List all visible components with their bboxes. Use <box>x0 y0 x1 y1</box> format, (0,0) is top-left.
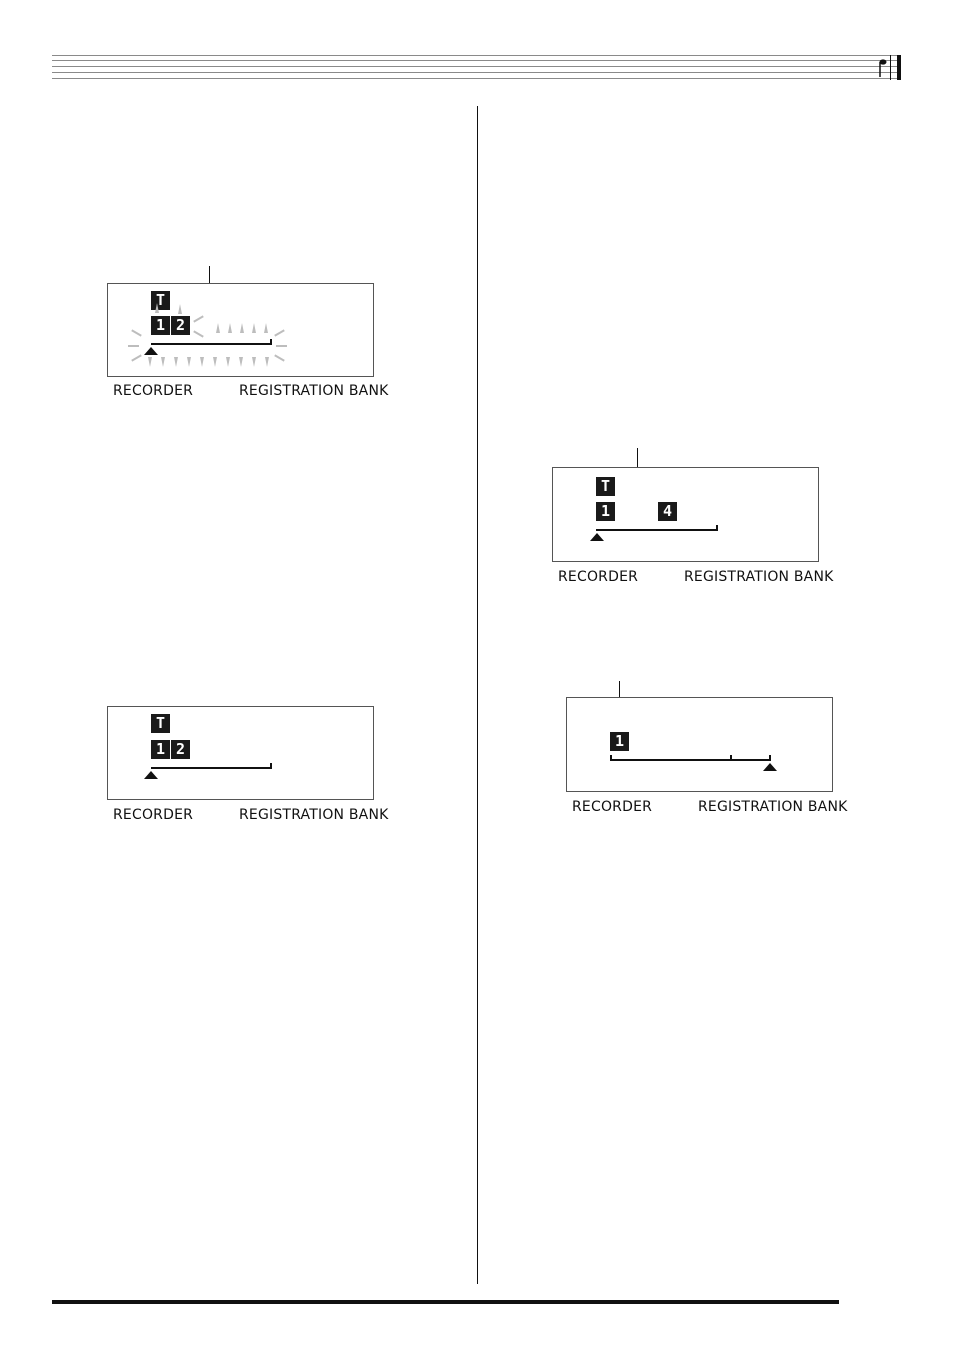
track-indicator: T <box>596 477 615 496</box>
blink-mark <box>187 357 191 367</box>
progress-bar <box>151 343 271 345</box>
staff-line <box>52 55 900 56</box>
position-marker-icon <box>763 763 777 771</box>
track-number-1: 1 <box>151 316 170 335</box>
recorder-label: RECORDER <box>558 569 639 585</box>
progress-bar <box>151 767 271 769</box>
blink-mark <box>265 357 269 367</box>
blink-mark <box>155 303 159 313</box>
registration-bank-label: REGISTRATION BANK <box>684 569 834 585</box>
position-marker-icon <box>590 533 604 541</box>
blink-mark <box>174 357 178 367</box>
recorder-label: RECORDER <box>113 383 194 399</box>
music-note-icon <box>877 56 891 78</box>
registration-bank-label: REGISTRATION BANK <box>239 807 389 823</box>
track-number-2: 2 <box>171 316 190 335</box>
recorder-label: RECORDER <box>572 799 653 815</box>
blink-mark <box>200 357 204 367</box>
lcd-panel <box>566 697 833 792</box>
blink-mark <box>228 323 232 333</box>
track-number-1: 1 <box>151 740 170 759</box>
blink-mark <box>226 357 230 367</box>
staff-line <box>52 66 900 67</box>
progress-bar-end <box>270 339 272 345</box>
blink-mark <box>240 323 244 333</box>
track-indicator: T <box>151 291 170 310</box>
position-marker-icon <box>144 771 158 779</box>
footer-rule <box>52 1300 839 1304</box>
progress-bar <box>610 759 770 761</box>
lcd-panel <box>552 467 819 562</box>
staff-line <box>52 60 900 61</box>
registration-bank-label: REGISTRATION BANK <box>239 383 389 399</box>
position-marker-icon <box>144 347 158 355</box>
blink-mark <box>161 357 165 367</box>
track-number-4: 4 <box>658 502 677 521</box>
blink-mark <box>213 357 217 367</box>
track-number-1: 1 <box>610 732 629 751</box>
staff-bar-thick <box>897 55 901 80</box>
blink-mark <box>216 323 220 333</box>
blink-mark <box>239 357 243 367</box>
progress-bar <box>596 529 717 531</box>
progress-bar-end <box>716 525 718 531</box>
lcd-panel <box>107 706 374 800</box>
blink-mark <box>276 345 287 347</box>
track-indicator: T <box>151 714 170 733</box>
blink-mark <box>178 304 182 314</box>
progress-bar-end <box>769 755 771 761</box>
progress-bar-start <box>610 755 612 761</box>
progress-bar-midpoint <box>730 755 732 761</box>
blink-mark <box>264 323 268 333</box>
recorder-label: RECORDER <box>113 807 194 823</box>
blink-mark <box>128 345 139 347</box>
blink-mark <box>252 323 256 333</box>
track-number-1: 1 <box>596 502 615 521</box>
column-divider <box>477 106 478 1284</box>
registration-bank-label: REGISTRATION BANK <box>698 799 848 815</box>
staff-line <box>52 78 900 79</box>
track-number-2: 2 <box>171 740 190 759</box>
progress-bar-end <box>270 763 272 769</box>
blink-mark <box>252 357 256 367</box>
blink-mark <box>148 357 152 367</box>
staff-line <box>52 72 900 73</box>
